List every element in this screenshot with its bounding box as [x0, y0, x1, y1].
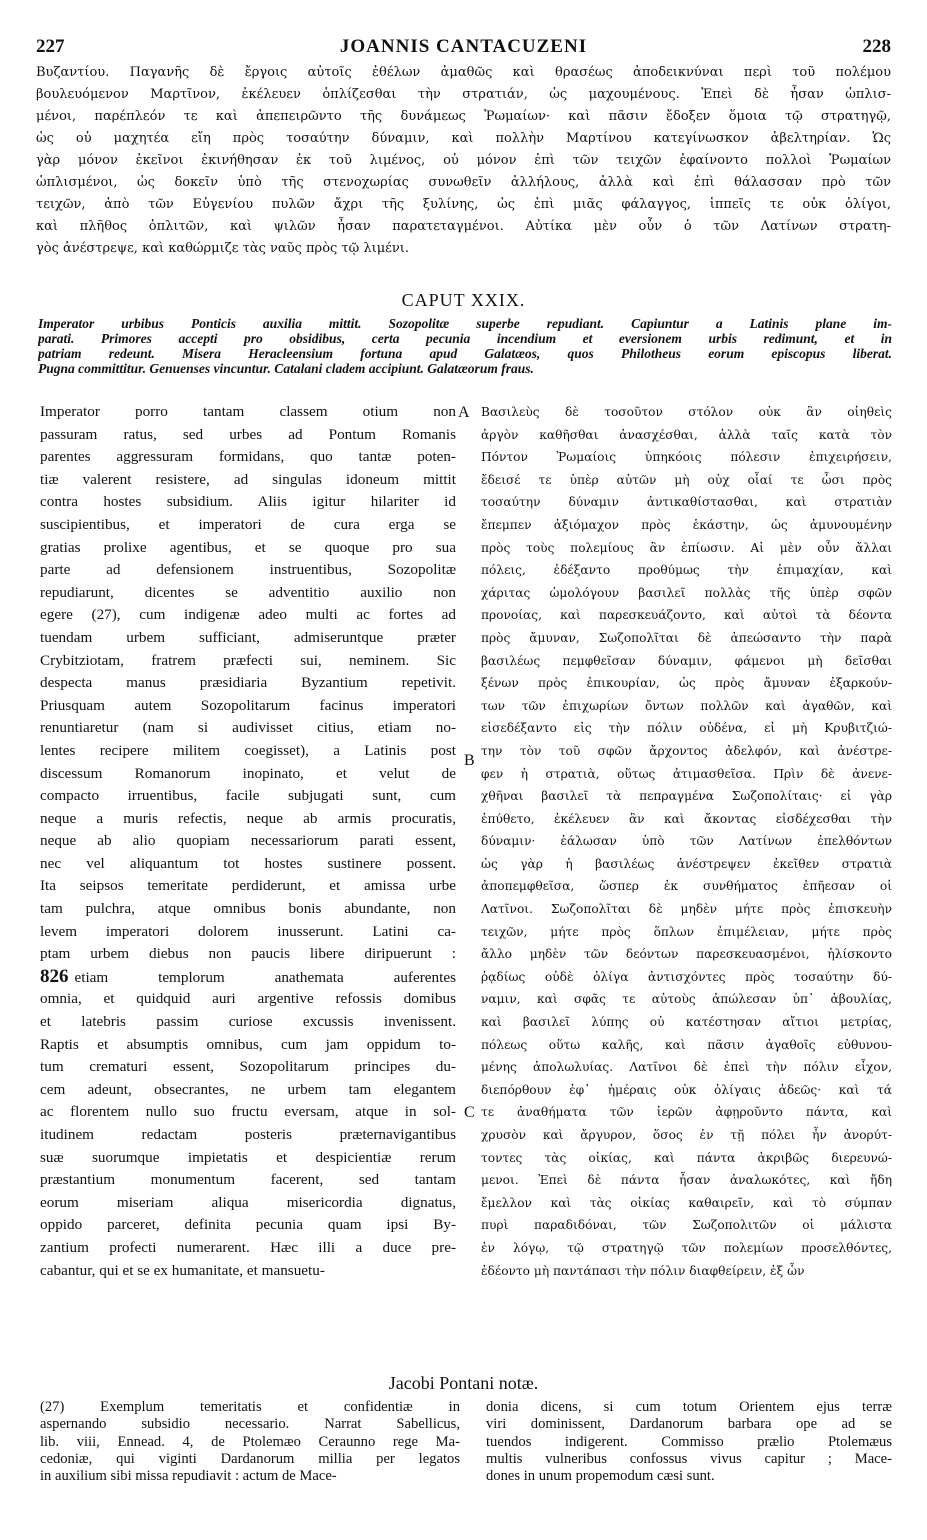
- latin-line: itudinem redactam posteris præternavigantibus: [40, 1126, 456, 1143]
- running-header: [36, 36, 891, 58]
- greek-line: πόλεως οὕτω καλῆς, καὶ πᾶσιν ἀγαθοῖς εὐθυνου-: [481, 1037, 892, 1052]
- greek-line: διεπόρθουν ἐφ᾽ ἡμέραις οὐκ ὀλίγαις ἀδεῶς· καὶ τά: [481, 1082, 892, 1097]
- greek-line: γὰρ μόνον ἐκεῖνοι ἐκινήθησαν ἐκ τοῦ λιμένος, οὐ μόνον ἐπὶ τῶν τειχῶν ἐφαίνοντο πολλοὶ Ῥωμαίων: [36, 153, 891, 168]
- note-line: in auxilium sibi missa repudiavit : actum de Mace-: [40, 1468, 337, 1485]
- greek-line: φεν ἡ στρατιὰ, οὕτως ἀτιμασθεῖσα. Πρὶν δὲ ἀνενε-: [481, 766, 892, 781]
- notes-right-column: [486, 1399, 892, 1485]
- latin-line: Imperator porro tantam classem otium non: [40, 403, 456, 420]
- chapter-summary: [38, 316, 892, 376]
- latin-line: lentes recipere militem coegisset), a Latinis post: [40, 741, 456, 759]
- margin-marker-b: B: [464, 752, 475, 769]
- notes-left-column: [40, 1399, 460, 1485]
- note-line: multis vulneribus confossus vivus capitur ; Mace-: [486, 1450, 892, 1467]
- greek-line: βουλευόμενον Μαρτῖνον, ἐκέλευεν ὁπλίζεσθαι τὴν στρατιάν, ὡς μαχουμένους. Ἐπεὶ δὲ ἦσαν ὡπλισ-: [36, 87, 891, 102]
- greek-line: καὶ πλῆθος ὁπλιτῶν, καὶ ψιλῶν ἦσαν παρατεταγμένοι. Αὐτίκα μὲν οὖν ὁ τῶν Λατίνων στρατη-: [36, 219, 891, 234]
- notes-heading: Jacobi Pontani notæ.: [388, 1373, 539, 1393]
- latin-line: levem imperatori dolorem inusserunt. Latini ca-: [40, 922, 456, 940]
- latin-line: neque ab alio quopiam necessariorum parati essent,: [40, 832, 456, 850]
- line-text: etiam templorum anathemata auferentes: [74, 968, 456, 986]
- note-line: donia dicens, si cum totum Orientem ejus terræ: [486, 1399, 892, 1415]
- greek-line: τοσαύτην δύναμιν ἀντικαθίστασθαι, καὶ στρατιὰν: [481, 495, 892, 510]
- summary-line: Pugna committitur. Genuenses vincuntur. Catalani cladem accipiunt. Galatæorum fraus.: [38, 361, 534, 376]
- summary-line: Imperator urbibus Ponticis auxilia mittit. Sozopolitæ superbe repudiant. Capiuntur a Latinis plane im-: [38, 316, 892, 331]
- greek-line: μενοι. Ἐπεὶ δὲ πάντα ἦσαν ἀναλωκότες, καὶ ἤδη: [481, 1173, 892, 1188]
- greek-line: ἐδέοντο μὴ παντάπασι τὴν πόλιν διαφθείρειν, ἐξ ὧν: [481, 1263, 805, 1278]
- latin-line: discessum Romanorum inopinato, et velut de: [40, 764, 456, 782]
- summary-line: parati. Primores accepti pro obsidibus, certa pecunia incendium et eversionem urbis redimunt, et in: [38, 331, 892, 346]
- note-line: (27) Exemplum temeritatis et confidentiæ in: [40, 1399, 460, 1415]
- greek-line: ἄλλο μηδὲν τῶν δεόντων παρεσκευασμένοι, ἡλίσκοντο: [481, 947, 892, 962]
- margin-page-number: 826: [40, 965, 69, 987]
- greek-line: τε ἀναθήματα τῶν ἱερῶν ἀφῃροῦντο πάντα, καὶ: [481, 1105, 892, 1120]
- greek-line: ὡς οὐ μαχητέα εἴη πρὸς τοσαύτην δύναμιν, καὶ πολλὴν Μαρτίνου κατεγίνωσκον ἀβελτηρίαν. Ὡς: [36, 131, 891, 146]
- page-number-left: 227: [36, 36, 65, 57]
- latin-line: cabantur, qui et se ex humanitate, et mansuetu-: [40, 1261, 325, 1279]
- greek-top-paragraph: [36, 62, 891, 260]
- greek-line: ὡς γὰρ ἡ βασιλέως ἀνέστρεψεν ἐκεῖθεν στρατιὰ: [481, 856, 892, 871]
- latin-line: neque a muris refectis, neque ab armis procuratis,: [40, 809, 456, 827]
- note-line: viri dominissent, Dardanorum barbara ope ad se: [486, 1416, 892, 1433]
- greek-line: βασιλέως πεμφθεῖσαν δύναμιν, φάμενοι μὴ δεῖσθαι: [481, 653, 892, 668]
- margin-marker-c: C: [464, 1104, 475, 1121]
- latin-line: præstantium monumentum facerent, sed tantam: [40, 1171, 456, 1189]
- latin-line: egere (27), cum indigenæ adeo multi ac fortes ad: [40, 606, 456, 624]
- latin-line: nec vel aliquantum tot hostes sustinere possent.: [40, 854, 456, 872]
- greek-line: Πόντον Ῥωμαίοις ὑπηκόοις πόλεσιν ἐπιχειρήσειν,: [481, 450, 892, 465]
- greek-line: ἔπεμπεν ἀξιόμαχον πρὸς ἑκάστην, ὡς ἀμυνουμένην: [481, 517, 892, 532]
- greek-line: καὶ βασιλεῖ λύπης οὐ κατέστησαν αἴτιοι μετρίας,: [481, 1015, 892, 1030]
- greek-line: πόλεις, ἐδέξαντο προθύμως τὴν ἐπιμαχίαν, καὶ: [481, 563, 892, 578]
- latin-column: [40, 401, 456, 1282]
- latin-line: renuntiaretur (nam si audivisset citius, etiam no-: [40, 719, 456, 737]
- latin-line: eorum miseriam aliqua misericordia dignatus,: [40, 1193, 456, 1211]
- latin-line: Raptis et absumptis omnibus, cum jam oppidum to-: [40, 1035, 456, 1053]
- greek-line: χάριτας ὡμολόγουν βασιλεῖ πολλὰς τῆς ὑπὲρ σφῶν: [481, 585, 892, 600]
- greek-line: πρὸς ἄμυναν, Σωζοπολῖται δὲ ἀπεώσαντο τὴν παρὰ: [481, 630, 892, 645]
- latin-line: oppido parceret, definita pecunia quam ipsi By-: [40, 1216, 456, 1234]
- greek-line: τειχῶν, μήτε πρὸς ὅπλων ἐπιμέλειαν, μήτε πρὸς: [481, 924, 892, 939]
- margin-marker-a: A: [458, 404, 470, 421]
- latin-line: parentes aggressuram formidans, quo tantæ poten-: [40, 448, 456, 466]
- greek-line: ῥᾳδίως οὐδὲ ὀλίγα ἀντισχόντες πρὸς τοσαύτην δύ-: [481, 969, 892, 984]
- summary-line: patriam redeunt. Misera Heracleensium fortuna apud Galatæos, quos Philotheus eorum episcopus liberat.: [38, 346, 892, 361]
- latin-line: tiæ valerent resistere, ad singulas idoneum mittit: [40, 470, 456, 488]
- greek-line: χθῆναι βασιλεῖ τὰ πεπραγμένα Σωζοπολίταις· εἰ γὰρ: [481, 789, 892, 804]
- latin-line: passuram ratus, sed urbes ad Pontum Romanis: [40, 425, 456, 443]
- latin-line: despecta manus præsidiaria Byzantium repetivit.: [40, 674, 456, 692]
- latin-line: tuendam urbem sufficiant, admiseruntque præter: [40, 628, 456, 646]
- latin-line: compacto irruentibus, facile subjugati sunt, cum: [40, 787, 456, 805]
- note-line: tuendos indigerent. Commisso prælio Ptolemæus: [486, 1433, 892, 1450]
- greek-line: δύναμιν· ἑάλωσαν ὑπὸ τῶν Λατίνων ἐπελθόντων: [481, 834, 892, 849]
- latin-line: cem adeunt, obsecrantes, ne urbem tam elegantem: [40, 1080, 456, 1098]
- greek-line: ἀποπεμφθεῖσα, ὥσπερ ἐκ συνθήματος ἐπῆεσαν οἱ: [481, 879, 892, 894]
- greek-line: προνοίας, καὶ παρεσκευάζοντο, καὶ αὐτοὶ τὰ δέοντα: [481, 608, 892, 623]
- greek-line: μένης ἀπολωλυίας. Λατῖνοι δὲ ἐπεὶ τὴν πόλιν εἶχον,: [481, 1060, 892, 1075]
- greek-column: [481, 401, 892, 1282]
- page-number-right: 228: [862, 36, 891, 57]
- greek-line: πρὸς τοὺς πολεμίους ἂν ἐπίωσιν. Αἱ μὲν οὖν ἄλλαι: [481, 540, 892, 555]
- latin-line: [40, 966, 456, 989]
- latin-line: Crybitziotam, fratrem præfecti sui, neminem. Sic: [40, 651, 456, 669]
- greek-line: ἐν λόγῳ, τῷ στρατηγῷ τῶν πολεμίων προσελθόντες,: [481, 1240, 892, 1255]
- greek-line: Βυζαντίου. Παγανῆς δὲ ἔργοις αὐτοῖς ἐθέλων ἀμαθῶς καὶ θρασέως ἀποδεικνύναι περὶ τοῦ πολέμου: [36, 65, 891, 80]
- latin-line: tum crematuri essent, Sozopolitarum principes du-: [40, 1058, 456, 1076]
- greek-line: ὡπλισμένοι, ὡς δοκεῖν ὑπὸ τῆς στενοχωρίας συνωθεῖν ἀλλήλους, ἀλλὰ καὶ ἐπὶ θάλασσαν πρὸ τῶν: [36, 175, 891, 190]
- greek-line: τειχῶν, ἀπὸ τῶν Εὐγενίου πυλῶν ἄχρι τῆς ξυλίνης, ὡς ἐπὶ μιᾶς φάλαγγος, ἱππεῖς τε οὐκ ὀλίγοι,: [36, 197, 891, 212]
- greek-line: ἔδεισέ τε ὑπὲρ αὐτῶν μὴ οὐχ οἷαί τε ὦσι πρὸς: [481, 472, 892, 487]
- greek-line: ἔμελλον καὶ τὰς οἰκίας καθαιρεῖν, καὶ τὸ σύμπαν: [481, 1195, 892, 1210]
- latin-line: et latebris passim curiose excussis invenissent.: [40, 1013, 456, 1031]
- greek-line: ναμιν, καὶ σφᾶς τε αὐτοὺς ἀπώλεσαν ὑπ᾽ ἀβουλίας,: [481, 992, 892, 1007]
- latin-line: Priusquam autem Sozopolitarum facinus imperatori: [40, 696, 456, 714]
- latin-line: tam pulchra, atque omnibus bonis abundante, non: [40, 900, 456, 918]
- greek-line: ξένων πρὸς ἐπικουρίαν, ὡς πρὸς ἄμυναν ἐξαρκούν-: [481, 676, 892, 691]
- note-line: dones in unum propemodum cæsi sunt.: [486, 1468, 715, 1485]
- running-title: JOANNIS CANTACUZENI: [339, 36, 588, 57]
- greek-line: των τῶν ἐπιχωρίων ὄντων πολλῶν καὶ ἀγαθῶν, καὶ: [481, 698, 892, 713]
- latin-line: ac florentem nullo suo fructu eversam, atque in sol-: [40, 1103, 456, 1121]
- latin-line: ptam urbem diebus non paucis libere diripuerunt :: [40, 945, 456, 963]
- latin-line: contra hostes subsidium. Aliis igitur hilariter id: [40, 493, 456, 511]
- greek-line: μένοι, παρέπλεόν τε καὶ ἀπεπειρῶντο τῆς δυνάμεως Ῥωμαίων· καὶ πᾶσιν ἔδοξεν ὅμοια τῷ στρατηγῷ,: [36, 109, 891, 124]
- greek-line: τοντες τὰς οἰκίας, καὶ πάντα ἀκριβῶς διερευνώ-: [481, 1150, 892, 1165]
- greek-line: εἰσεδέξαντο εἰς τὴν πόλιν οὐδένα, εἰ μὴ Κρυβιτζιώ-: [481, 721, 892, 736]
- greek-line: χρυσὸν καὶ ἄργυρον, ὅσος ἐν τῇ πόλει ἦν ἀνορύτ-: [481, 1128, 892, 1142]
- latin-line: suæ suorumque impietatis et despicientiæ rerum: [40, 1148, 456, 1166]
- greek-line: ἀργὸν καθῆσθαι ἀνασχέσθαι, ἀλλὰ ταῖς κατὰ τὸν: [481, 427, 892, 442]
- latin-line: zantium profecti numerarent. Hæc illi a duce pre-: [40, 1238, 456, 1256]
- greek-line: την τὸν τοῦ σφῶν ἄρχοντος ἀδελφόν, καὶ ἀνέστρε-: [481, 743, 892, 758]
- latin-line: suscipientibus, et imperatori de cura erga se: [40, 515, 456, 533]
- latin-line: parte ad defensionem instruentibus, Sozopolitæ: [40, 561, 456, 579]
- note-line: lib. viii, Ennead. 4, de Ptolemæo Ceraunno rege Ma-: [40, 1433, 460, 1450]
- greek-line: πυρὶ παραδιδόναι, τῶν Σωζοπολιτῶν οἱ μάλιστα: [481, 1218, 892, 1233]
- latin-line: omnia, et quidquid auri argentive refossis domibus: [40, 990, 456, 1008]
- greek-line: Βασιλεὺς δὲ τοσοῦτον στόλον οὐκ ἂν οἰηθεὶς: [481, 405, 892, 419]
- latin-line: repudiarunt, dicentes se adventitio auxilio non: [40, 583, 456, 601]
- chapter-heading: CAPUT XXIX.: [401, 290, 526, 310]
- latin-line: gratias prolixe agentibus, et se quoque pro sua: [40, 538, 456, 556]
- note-line: cedoniæ, qui viginti Dardanorum millia per legatos: [40, 1450, 460, 1467]
- greek-line: Λατῖνοι. Σωζοπολῖται δὲ μηδὲν μήτε πρὸς ἐπισκευὴν: [481, 902, 892, 917]
- greek-line: γὸς ἀνέστρεψε, καὶ καθώρμιζε τὰς ναῦς πρὸς τῷ λιμένι.: [36, 241, 410, 256]
- greek-line: ἐπύθετο, ἐκέλευεν ἂν καὶ ἄκοντας εἰσδέχεσθαι τὴν: [481, 811, 892, 826]
- latin-line: Ita seipsos temeritate perdiderunt, et amissa urbe: [40, 877, 456, 895]
- note-line: aspernando subsidio necessario. Narrat Sabellicus,: [40, 1416, 460, 1433]
